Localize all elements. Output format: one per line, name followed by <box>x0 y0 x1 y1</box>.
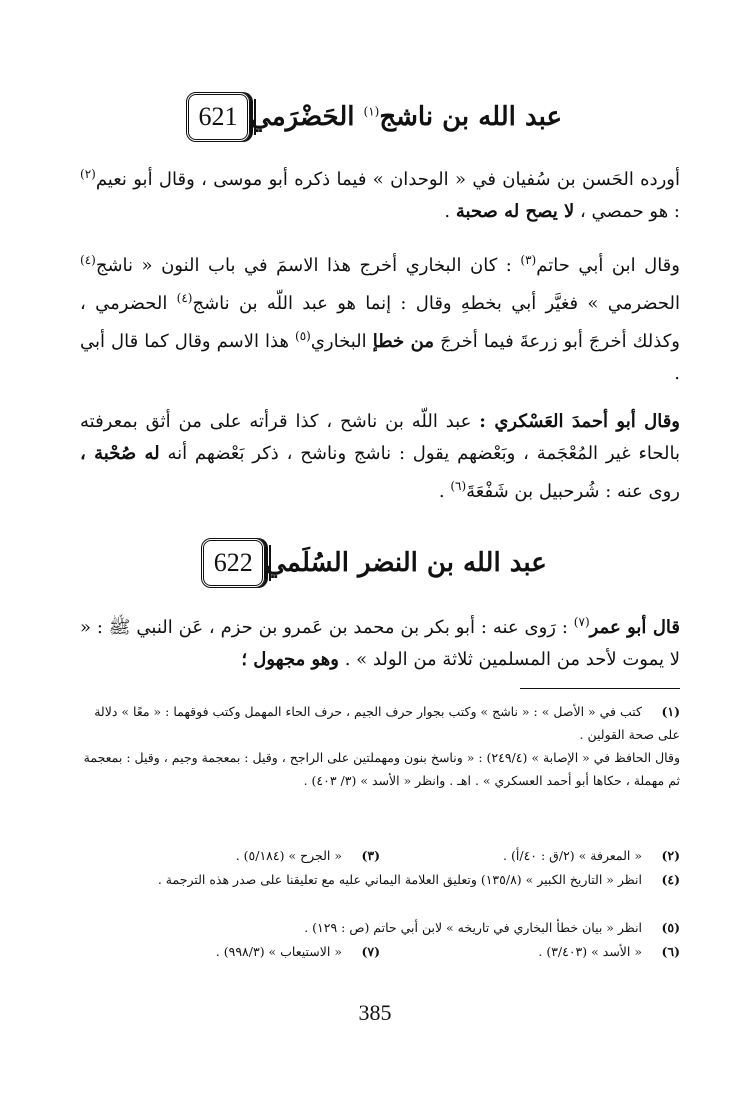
entry-number-box <box>186 92 250 142</box>
paragraph-1: أورده الحَسن بن سُفيان في « الوحدان » فيما ذكره أبو موسى ، وقال أبو نعيم$^{(٢)}$ : هو حمصي ، لا يصح له صحبة . <box>80 167 680 222</box>
entry-number-box <box>201 538 265 588</box>
footnote-1: (١) كتب في « الأصل » : « ناشج » وكتب بجوار حرف الجيم ، حرف الحاء المهمل وكتب فوقهما : « معًا » دلالة على صحة القولين . وقال الحافظ في « الإصابة » (٢٤٩/٤) : « وناسخ بنون ومهملتين على الراجح ، وقيل : بمعجمة وجيم ، وقيل : بمعجمة ثم مهملة ، حكاها أبو أحمد العسكري » . اهـ . وانظر « الأسد » (٣/ ٤٠٣) . <box>83 704 680 788</box>
footnotes-2-3 <box>80 844 680 867</box>
footnote-6: (٦) « الأسد » (٣/٤٠٣) . <box>538 944 680 959</box>
footnote-2: (٢) « المعرفة » (٢/ق : ٤٠/أ) . <box>503 848 680 863</box>
entry-number: 621 <box>198 102 238 131</box>
footnote-4: (٤) انظر « التاريخ الكبير » (١٣٥/٨) وتعليق العلامة اليماني عليه مع تعليقنا على صدر هذه الترجمة . <box>157 872 680 887</box>
footnote-7: (٧) « الاستيعاب » (٩٩٨/٣) . <box>215 944 380 959</box>
entry-title: عبد الله بن النضر السُلَمي <box>265 548 547 578</box>
footnote-rule <box>520 688 680 689</box>
footnote-3: (٣) « الجرح » (٥/١٨٤) . <box>235 848 380 863</box>
footnote-ref: (١) <box>363 104 380 119</box>
entry-622-heading <box>70 538 680 588</box>
paragraph-2: وقال ابن أبي حاتم$^{(٣)}$ : كان البخاري أخرج هذا الاسمَ في باب النون « ناشج$^{(٤)}$ الحضرمي » فغيَّر أبي بخطهِ وقال : إنما هو عبد اللّه بن ناشج$^{(٤)}$ الحضرمي ، وكذلك أخرجَ أبو زرعةَ فيما أخرجَ من خطإ البخاري$^{(٥)}$ هذا الاسم وقال كما قال أبي . <box>80 253 680 384</box>
entry-title: عبد الله بن ناشج$^{(١)}$ الحَضْرَمي <box>250 102 562 132</box>
paragraph-4: قال أبو عمر$^{(٧)}$ : رَوى عنه : أبو بكر بن محمد بن عَمرو بن حزم ، عَن النبي ﷺ : « لا يموت لأحد من المسلمين ثلاثة من الولد » . وهو مجهول ؛ <box>80 615 680 670</box>
entry-621-heading <box>70 92 680 142</box>
entry-number: 622 <box>213 548 253 577</box>
footnotes-6-7 <box>80 940 680 963</box>
footnote-ref: (٢) <box>80 167 96 181</box>
page-number: 385 <box>358 1000 392 1025</box>
footnote-5: (٥) انظر « بيان خطأ البخاري في تاريخه » لابن أبي حاتم (ص : ١٢٩) . <box>304 920 680 935</box>
paragraph-3: وقال أبو أحمدَ العَسْكري : عبد اللّه بن ناشح ، كذا قرأته على من أثق بمعرفته بالحاء غير المُعْجَمة ، وبَعْضهم يقول : ناشج وناشح ، ذكر بَعْضهم أنه له صُحْبة ، روى عنه : شُرحبيل بن شَفْعَةَ$^{(٦)}$ . <box>80 411 680 502</box>
